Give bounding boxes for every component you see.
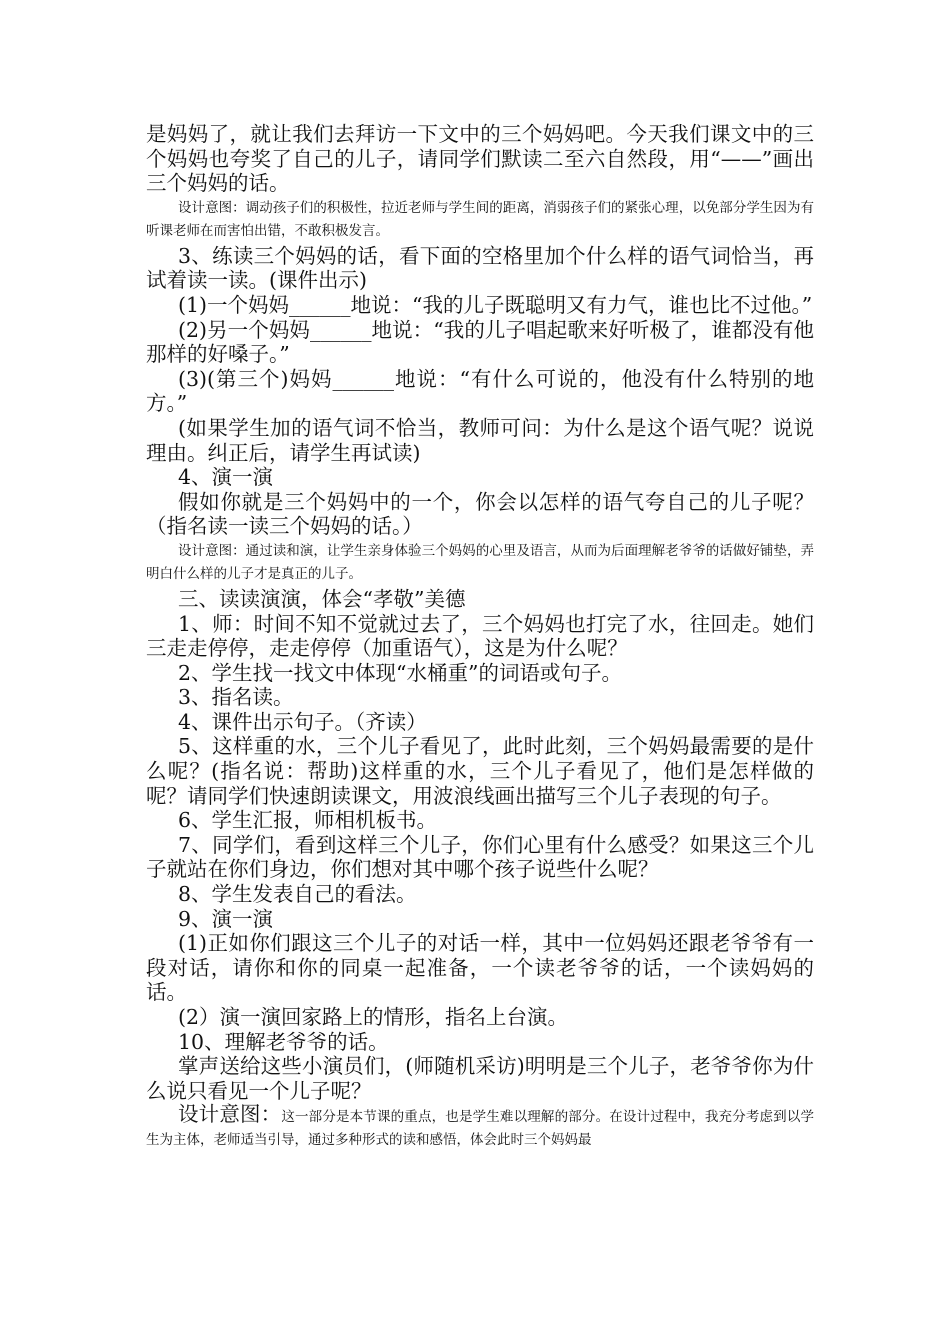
body-paragraph: 10、理解老爷爷的话。 bbox=[178, 1029, 389, 1054]
body-paragraph: 假如你就是三个妈妈中的一个，你会以怎样的语气夸自己的儿子呢？（指名读一读三个妈妈的话。） bbox=[146, 489, 814, 539]
body-paragraph: 是妈妈了，就让我们去拜访一下文中的三个妈妈吧。今天我们课文中的三个妈妈也夸奖了自己的儿子，请同学们默读二至六自然段，用“——”画出三个妈妈的话。 bbox=[146, 122, 814, 196]
body-paragraph: (2）演一演回家路上的情形，指名上台演。 bbox=[178, 1005, 569, 1029]
document-body bbox=[146, 122, 814, 1152]
body-paragraph: 掌声送给这些小演员们，(师随机采访)明明是三个儿子，老爷爷你为什么说只看见一个儿子呢？ bbox=[146, 1054, 814, 1103]
body-paragraph: 3、指名读。 bbox=[178, 685, 294, 710]
body-paragraph: 3、练读三个妈妈的话，看下面的空格里加个什么样的语气词恰当，再试着读一读。(课件出示) bbox=[146, 243, 814, 293]
body-paragraph: 1、师：时间不知不觉就过去了，三个妈妈也打完了水，往回走。她们三走走停停，走走停停（加重语气），这是为什么呢？ bbox=[146, 611, 814, 661]
body-paragraph: (1)一个妈妈______地说：“我的儿子既聪明又有力气，谁也比不过他。” bbox=[178, 292, 813, 317]
body-paragraph: 7、同学们，看到这样三个儿子，你们心里有什么感受？如果这三个儿子就站在你们身边，你们想对其中哪个孩子说些什么呢？ bbox=[146, 832, 814, 882]
design-intent-note: 设计意图：调动孩子们的积极性，拉近老师与学生间的距离，消弱孩子们的紧张心理，以免部分学生因为有听课老师在而害怕出错，不敢积极发言。 bbox=[146, 199, 814, 239]
design-intent-final bbox=[146, 1103, 814, 1152]
body-paragraph: 4、课件出示句子。（齐读） bbox=[178, 709, 427, 734]
body-paragraph: 5、这样重的水，三个儿子看见了，此时此刻，三个妈妈最需要的是什么呢？(指名说：帮助)这样重的水，三个儿子看见了，他们是怎样做的呢？请同学们快速朗读课文，用波浪线画出描写三个儿子表现的句子。 bbox=[146, 734, 814, 808]
body-paragraph: (3)(第三个)妈妈______地说：“有什么可说的，他没有什么特别的地方。” bbox=[146, 366, 814, 416]
design-intent-label: 设计意图： bbox=[178, 1102, 282, 1127]
design-intent-text: 这一部分是本节课的重点，也是学生难以理解的部分。在设计过程中，我充分考虑到以学生为主体，老师适当引导，通过多种形式的读和感悟，体会此时三个妈妈最 bbox=[146, 1109, 815, 1149]
body-paragraph: 4、演一演 bbox=[178, 465, 274, 490]
body-paragraph: (如果学生加的语气词不恰当，教师可问：为什么是这个语气呢？说说理由。纠正后，请学生再试读) bbox=[146, 415, 814, 465]
body-paragraph: 8、学生发表自己的看法。 bbox=[178, 882, 417, 907]
body-paragraph: 2、学生找一找文中体现“水桶重”的词语或句子。 bbox=[178, 660, 623, 685]
body-paragraph: (2)另一个妈妈______地说：“我的儿子唱起歌来好听极了，谁都没有他那样的好嗓子。” bbox=[146, 317, 814, 367]
design-intent-note: 设计意图：通过读和演，让学生亲身体验三个妈妈的心里及语言，从而为后面理解老爷爷的话做好铺垫，弄明白什么样的儿子才是真正的儿子。 bbox=[146, 542, 814, 582]
body-paragraph: 6、学生汇报，师相机板书。 bbox=[178, 808, 438, 833]
body-paragraph: (1)正如你们跟这三个儿子的对话一样，其中一位妈妈还跟老爷爷有一段对话，请你和你的同桌一起准备，一个读老爷爷的话，一个读妈妈的话。 bbox=[146, 931, 814, 1005]
body-paragraph: 三、读读演演，体会“孝敬”美德 bbox=[178, 586, 466, 611]
body-paragraph: 9、演一演 bbox=[178, 906, 274, 931]
